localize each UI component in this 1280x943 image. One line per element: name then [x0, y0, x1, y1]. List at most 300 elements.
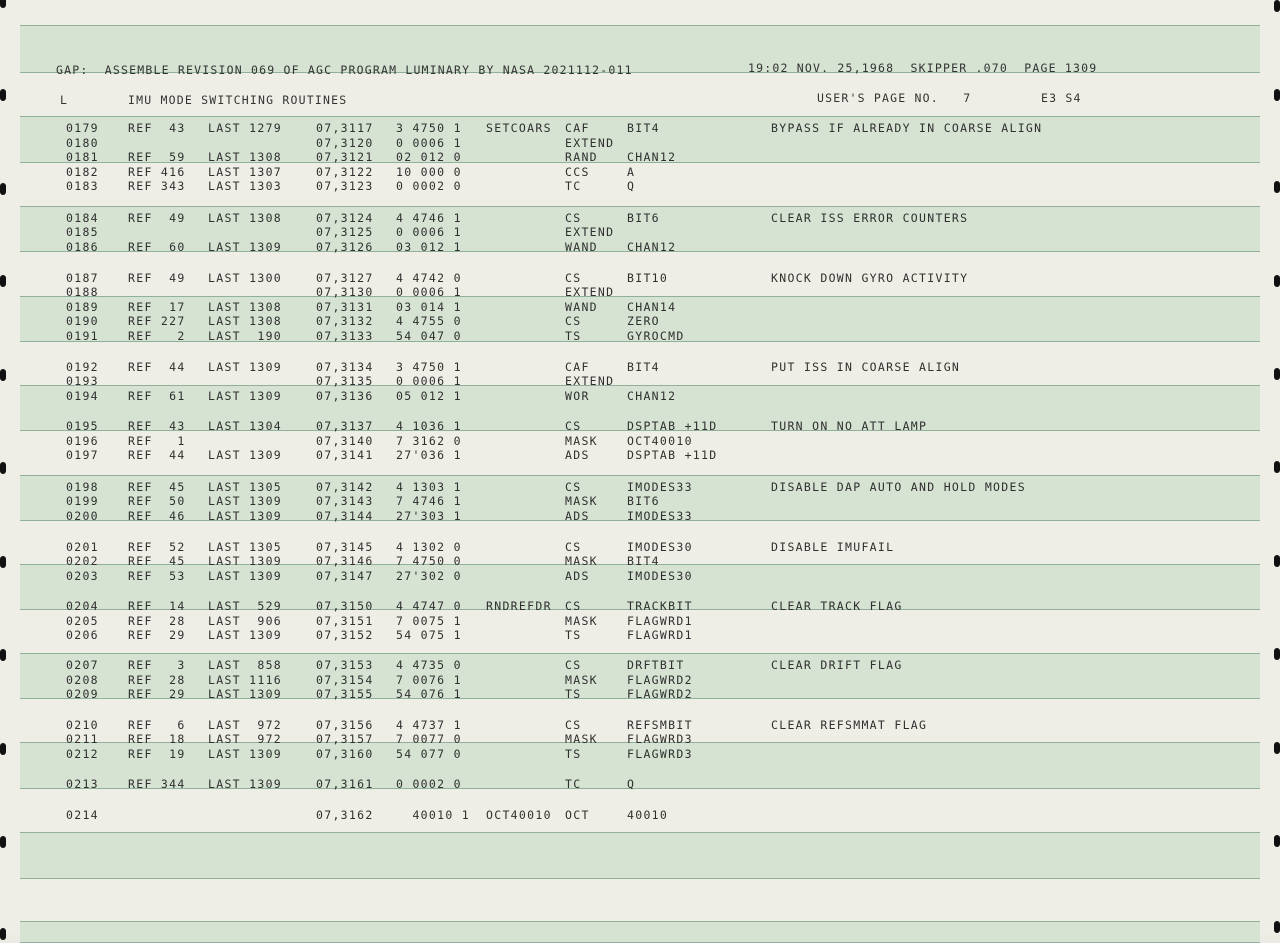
octal-word: 54 047 0 [396, 329, 462, 343]
ref-count: REF 50 [128, 494, 186, 508]
operand: FLAGWRD3 [627, 732, 693, 746]
operand: DSPTAB +11D [627, 448, 718, 462]
octal-word: 4 4735 0 [396, 658, 462, 672]
operand: BIT4 [627, 554, 660, 568]
operand: CHAN12 [627, 150, 677, 164]
listing-row [0, 389, 1280, 403]
line-number: 0203 [66, 569, 99, 583]
operand: OCT40010 [627, 434, 693, 448]
address: 07,3156 [316, 718, 374, 732]
opcode: TS [565, 329, 582, 343]
opcode: ADS [565, 448, 590, 462]
ref-count: REF 59 [128, 150, 186, 164]
ref-count: REF 2 [128, 329, 186, 343]
operand: BIT6 [627, 494, 660, 508]
line-number: 0211 [66, 732, 99, 746]
ref-count: REF 49 [128, 271, 186, 285]
line-number: 0184 [66, 211, 99, 225]
ref-count: REF 43 [128, 419, 186, 433]
ref-count: REF 343 [128, 179, 186, 193]
address: 07,3136 [316, 389, 374, 403]
last-ref: LAST 1309 [208, 360, 283, 374]
opcode: TC [565, 777, 582, 791]
address: 07,3142 [316, 480, 374, 494]
listing-row [0, 374, 1280, 388]
address: 07,3135 [316, 374, 374, 388]
last-ref: LAST 972 [208, 732, 283, 746]
line-number: 0182 [66, 165, 99, 179]
ref-count: REF 28 [128, 673, 186, 687]
listing-row [0, 211, 1280, 225]
line-number: 0195 [66, 419, 99, 433]
operand: CHAN12 [627, 389, 677, 403]
address: 07,3121 [316, 150, 374, 164]
ref-count: REF 28 [128, 614, 186, 628]
listing-row [0, 136, 1280, 150]
last-ref: LAST 1303 [208, 179, 283, 193]
opcode: TS [565, 628, 582, 642]
ref-count: REF 45 [128, 554, 186, 568]
address: 07,3133 [316, 329, 374, 343]
operand: DSPTAB +11D [627, 419, 718, 433]
opcode: ADS [565, 509, 590, 523]
octal-word: 03 014 1 [396, 300, 462, 314]
address: 07,3132 [316, 314, 374, 328]
feed-hole [1274, 461, 1280, 473]
octal-word: 4 1303 1 [396, 480, 462, 494]
green-bar [20, 832, 1260, 879]
last-ref: LAST 1309 [208, 569, 283, 583]
octal-word: 0 0002 0 [396, 777, 462, 791]
listing-row [0, 673, 1280, 687]
last-ref: LAST 1116 [208, 673, 283, 687]
opcode: MASK [565, 614, 598, 628]
operand: FLAGWRD3 [627, 747, 693, 761]
octal-word: 40010 1 [396, 808, 471, 822]
listing-row [0, 599, 1280, 613]
opcode: ADS [565, 569, 590, 583]
listing-row [0, 777, 1280, 791]
opcode: CS [565, 599, 582, 613]
opcode: OCT [565, 808, 590, 822]
address: 07,3145 [316, 540, 374, 554]
operand: ZERO [627, 314, 660, 328]
listing-row [0, 569, 1280, 583]
listing-row [0, 314, 1280, 328]
operand: Q [627, 179, 636, 193]
octal-word: 3 4750 1 [396, 121, 462, 135]
listing-row [0, 240, 1280, 254]
last-ref: LAST 1309 [208, 509, 283, 523]
address: 07,3117 [316, 121, 374, 135]
line-number: 0209 [66, 687, 99, 701]
ref-count: REF 17 [128, 300, 186, 314]
octal-word: 4 1302 0 [396, 540, 462, 554]
ref-count: REF 1 [128, 434, 186, 448]
operand: IMODES33 [627, 480, 693, 494]
octal-word: 4 4737 1 [396, 718, 462, 732]
opcode: CCS [565, 165, 590, 179]
line-number: 0188 [66, 285, 99, 299]
operand: BIT4 [627, 121, 660, 135]
octal-word: 0 0006 1 [396, 374, 462, 388]
line-number: 0183 [66, 179, 99, 193]
listing-row [0, 448, 1280, 462]
last-ref: LAST 1309 [208, 687, 283, 701]
ref-count: REF 416 [128, 165, 186, 179]
opcode: WAND [565, 240, 598, 254]
operand: TRACKBIT [627, 599, 693, 613]
last-ref: LAST 858 [208, 658, 283, 672]
listing-row [0, 732, 1280, 746]
operand: GYROCMD [627, 329, 685, 343]
octal-word: 4 4742 0 [396, 271, 462, 285]
octal-word: 27'303 1 [396, 509, 462, 523]
octal-word: 05 012 1 [396, 389, 462, 403]
line-number: 0208 [66, 673, 99, 687]
address: 07,3124 [316, 211, 374, 225]
line-number: 0187 [66, 271, 99, 285]
symbol-label: SETCOARS [486, 121, 552, 135]
opcode: EXTEND [565, 225, 615, 239]
listing-row [0, 121, 1280, 135]
opcode: EXTEND [565, 374, 615, 388]
last-ref: LAST 1309 [208, 389, 283, 403]
listing-row [0, 165, 1280, 179]
operand: BIT10 [627, 271, 669, 285]
ref-count: REF 227 [128, 314, 186, 328]
operand: CHAN12 [627, 240, 677, 254]
feed-hole [0, 462, 6, 474]
opcode: EXTEND [565, 136, 615, 150]
last-ref: LAST 190 [208, 329, 283, 343]
line-number: 0205 [66, 614, 99, 628]
operand: IMODES33 [627, 509, 693, 523]
listing-code: E3 S4 [1041, 91, 1082, 105]
operand: CHAN14 [627, 300, 677, 314]
address: 07,3151 [316, 614, 374, 628]
last-ref: LAST 1309 [208, 494, 283, 508]
operand: FLAGWRD2 [627, 673, 693, 687]
line-number: 0180 [66, 136, 99, 150]
opcode: TC [565, 179, 582, 193]
ref-count: REF 52 [128, 540, 186, 554]
last-ref: LAST 906 [208, 614, 283, 628]
last-ref: LAST 1308 [208, 150, 283, 164]
listing-row [0, 271, 1280, 285]
comment: BYPASS IF ALREADY IN COARSE ALIGN [771, 121, 1043, 135]
address: 07,3125 [316, 225, 374, 239]
opcode: CS [565, 419, 582, 433]
ref-count: REF 44 [128, 448, 186, 462]
ref-count: REF 3 [128, 658, 186, 672]
address: 07,3127 [316, 271, 374, 285]
octal-word: 4 4747 0 [396, 599, 462, 613]
octal-word: 7 0076 1 [396, 673, 462, 687]
symbol-label: OCT40010 [486, 808, 552, 822]
address: 07,3137 [316, 419, 374, 433]
feed-hole [1274, 89, 1280, 101]
octal-word: 02 012 0 [396, 150, 462, 164]
line-number: 0204 [66, 599, 99, 613]
ref-count: REF 44 [128, 360, 186, 374]
feed-hole [0, 0, 6, 8]
opcode: CAF [565, 360, 590, 374]
feed-hole [0, 836, 6, 848]
address: 07,3146 [316, 554, 374, 568]
listing-row [0, 658, 1280, 672]
address: 07,3130 [316, 285, 374, 299]
octal-word: 4 4755 0 [396, 314, 462, 328]
address: 07,3154 [316, 673, 374, 687]
last-ref: LAST 1308 [208, 314, 283, 328]
opcode: EXTEND [565, 285, 615, 299]
opcode: WOR [565, 389, 590, 403]
listing-row [0, 360, 1280, 374]
listing-row [0, 179, 1280, 193]
octal-word: 54 076 1 [396, 687, 462, 701]
ref-count: REF 29 [128, 628, 186, 642]
octal-word: 10 000 0 [396, 165, 462, 179]
line-number: 0191 [66, 329, 99, 343]
listing-row [0, 480, 1280, 494]
line-number: 0185 [66, 225, 99, 239]
listing-row [0, 494, 1280, 508]
line-number: 0199 [66, 494, 99, 508]
last-ref: LAST 1309 [208, 628, 283, 642]
last-ref: LAST 1279 [208, 121, 283, 135]
feed-hole [1274, 921, 1280, 933]
ref-count: REF 14 [128, 599, 186, 613]
listing-row [0, 150, 1280, 164]
address: 07,3162 [316, 808, 374, 822]
octal-word: 0 0006 1 [396, 285, 462, 299]
opcode: RAND [565, 150, 598, 164]
opcode: CAF [565, 121, 590, 135]
opcode: CS [565, 718, 582, 732]
ref-count: REF 60 [128, 240, 186, 254]
address: 07,3155 [316, 687, 374, 701]
line-number: 0206 [66, 628, 99, 642]
operand: BIT4 [627, 360, 660, 374]
users-page-number: USER'S PAGE NO. 7 [817, 91, 972, 105]
opcode: MASK [565, 732, 598, 746]
opcode: CS [565, 540, 582, 554]
listing-row [0, 434, 1280, 448]
listing-row [0, 509, 1280, 523]
listing-row [0, 300, 1280, 314]
last-ref: LAST 1307 [208, 165, 283, 179]
opcode: MASK [565, 434, 598, 448]
line-number: 0202 [66, 554, 99, 568]
line-number: 0179 [66, 121, 99, 135]
address: 07,3141 [316, 448, 374, 462]
line-number: 0210 [66, 718, 99, 732]
octal-word: 0 0002 0 [396, 179, 462, 193]
opcode: CS [565, 480, 582, 494]
octal-word: 3 4750 1 [396, 360, 462, 374]
octal-word: 54 077 0 [396, 747, 462, 761]
address: 07,3150 [316, 599, 374, 613]
symbol-label: RNDREFDR [486, 599, 552, 613]
ref-count: REF 61 [128, 389, 186, 403]
address: 07,3123 [316, 179, 374, 193]
address: 07,3143 [316, 494, 374, 508]
octal-word: 7 4746 1 [396, 494, 462, 508]
listing-row [0, 554, 1280, 568]
last-ref: LAST 1309 [208, 448, 283, 462]
address: 07,3144 [316, 509, 374, 523]
address: 07,3126 [316, 240, 374, 254]
octal-word: 7 0077 0 [396, 732, 462, 746]
listing-row [0, 285, 1280, 299]
line-number: 0193 [66, 374, 99, 388]
ref-count: REF 19 [128, 747, 186, 761]
operand: BIT6 [627, 211, 660, 225]
address: 07,3161 [316, 777, 374, 791]
last-ref: LAST 1309 [208, 777, 283, 791]
opcode: CS [565, 314, 582, 328]
listing-row [0, 628, 1280, 642]
feed-hole [1274, 0, 1280, 12]
line-number: 0189 [66, 300, 99, 314]
opcode: MASK [565, 554, 598, 568]
listing-row [0, 225, 1280, 239]
octal-word: 7 0075 1 [396, 614, 462, 628]
comment: TURN ON NO ATT LAMP [771, 419, 928, 433]
opcode: CS [565, 658, 582, 672]
octal-word: 0 0006 1 [396, 225, 462, 239]
listing-row [0, 687, 1280, 701]
line-number: 0196 [66, 434, 99, 448]
last-ref: LAST 1309 [208, 747, 283, 761]
green-bar [20, 921, 1260, 943]
listing-row [0, 419, 1280, 433]
last-ref: LAST 1309 [208, 554, 283, 568]
listing-row [0, 718, 1280, 732]
opcode: TS [565, 747, 582, 761]
feed-hole [0, 928, 6, 940]
last-ref: LAST 1304 [208, 419, 283, 433]
address: 07,3157 [316, 732, 374, 746]
opcode: TS [565, 687, 582, 701]
address: 07,3152 [316, 628, 374, 642]
last-ref: LAST 1308 [208, 300, 283, 314]
address: 07,3147 [316, 569, 374, 583]
comment: CLEAR REFSMMAT FLAG [771, 718, 928, 732]
line-number: 0207 [66, 658, 99, 672]
listing-row [0, 540, 1280, 554]
operand: A [627, 165, 636, 179]
opcode: MASK [565, 494, 598, 508]
ref-count: REF 43 [128, 121, 186, 135]
opcode: MASK [565, 673, 598, 687]
operand: FLAGWRD1 [627, 628, 693, 642]
address: 07,3160 [316, 747, 374, 761]
octal-word: 0 0006 1 [396, 136, 462, 150]
line-number: 0212 [66, 747, 99, 761]
last-ref: LAST 1305 [208, 540, 283, 554]
opcode: WAND [565, 300, 598, 314]
address: 07,3140 [316, 434, 374, 448]
listing-row [0, 747, 1280, 761]
last-ref: LAST 1300 [208, 271, 283, 285]
operand: REFSMBIT [627, 718, 693, 732]
last-ref: LAST 1308 [208, 211, 283, 225]
operand: 40010 [627, 808, 669, 822]
last-ref: LAST 529 [208, 599, 283, 613]
line-number: 0192 [66, 360, 99, 374]
section-marker: L [60, 93, 69, 107]
address: 07,3120 [316, 136, 374, 150]
comment: CLEAR DRIFT FLAG [771, 658, 903, 672]
operand: FLAGWRD1 [627, 614, 693, 628]
operand: IMODES30 [627, 540, 693, 554]
octal-word: 7 3162 0 [396, 434, 462, 448]
octal-word: 27'036 1 [396, 448, 462, 462]
octal-word: 4 1036 1 [396, 419, 462, 433]
comment: KNOCK DOWN GYRO ACTIVITY [771, 271, 969, 285]
ref-count: REF 18 [128, 732, 186, 746]
octal-word: 27'302 0 [396, 569, 462, 583]
line-number: 0200 [66, 509, 99, 523]
operand: Q [627, 777, 636, 791]
octal-word: 03 012 1 [396, 240, 462, 254]
line-number: 0214 [66, 808, 99, 822]
operand: DRFTBIT [627, 658, 685, 672]
octal-word: 54 075 1 [396, 628, 462, 642]
ref-count: REF 53 [128, 569, 186, 583]
line-number: 0186 [66, 240, 99, 254]
octal-word: 7 4750 0 [396, 554, 462, 568]
last-ref: LAST 1305 [208, 480, 283, 494]
last-ref: LAST 972 [208, 718, 283, 732]
listing-row [0, 614, 1280, 628]
address: 07,3131 [316, 300, 374, 314]
section-title: IMU MODE SWITCHING ROUTINES [128, 93, 348, 107]
address: 07,3153 [316, 658, 374, 672]
opcode: CS [565, 211, 582, 225]
listing-row [0, 808, 1280, 822]
address: 07,3122 [316, 165, 374, 179]
octal-word: 4 4746 1 [396, 211, 462, 225]
last-ref: LAST 1309 [208, 240, 283, 254]
opcode: CS [565, 271, 582, 285]
header-right: 19:02 NOV. 25,1968 SKIPPER .070 PAGE 1309 [748, 61, 1098, 75]
operand: FLAGWRD2 [627, 687, 693, 701]
comment: CLEAR ISS ERROR COUNTERS [771, 211, 969, 225]
operand: IMODES30 [627, 569, 693, 583]
ref-count: REF 45 [128, 480, 186, 494]
ref-count: REF 6 [128, 718, 186, 732]
feed-hole [1274, 835, 1280, 847]
ref-count: REF 29 [128, 687, 186, 701]
feed-hole [0, 89, 6, 101]
header-left: GAP: ASSEMBLE REVISION 069 OF AGC PROGRAM LUMINARY BY NASA 2021112-011 [56, 63, 633, 77]
ref-count: REF 49 [128, 211, 186, 225]
line-number: 0181 [66, 150, 99, 164]
comment: DISABLE IMUFAIL [771, 540, 895, 554]
line-number: 0194 [66, 389, 99, 403]
address: 07,3134 [316, 360, 374, 374]
comment: CLEAR TRACK FLAG [771, 599, 903, 613]
comment: DISABLE DAP AUTO AND HOLD MODES [771, 480, 1026, 494]
ref-count: REF 46 [128, 509, 186, 523]
line-number: 0213 [66, 777, 99, 791]
line-number: 0201 [66, 540, 99, 554]
ref-count: REF 344 [128, 777, 186, 791]
line-number: 0198 [66, 480, 99, 494]
